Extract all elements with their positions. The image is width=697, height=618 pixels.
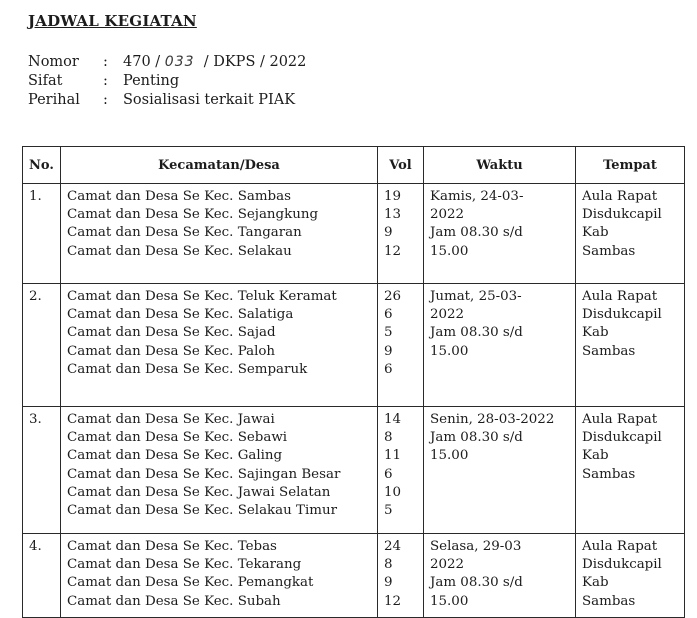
kecamatan-line: Camat dan Desa Se Kec. Semparuk [67, 361, 308, 377]
cell-kecamatan [61, 284, 378, 407]
vol-line: 6 [384, 466, 393, 482]
cell-kecamatan [61, 534, 378, 618]
tempat-line: Aula Rapat [582, 189, 658, 204]
vol-line: 6 [384, 307, 393, 323]
kecamatan-line: Camat dan Desa Se Kec. Sejangkung [67, 207, 319, 223]
cell-kecamatan [61, 184, 378, 284]
cell-tempat [576, 284, 685, 407]
tempat-line: Disdukcapil [582, 207, 662, 223]
tempat-line: Kab [582, 575, 609, 591]
letter-meta [28, 53, 306, 110]
waktu-line: 2022 [430, 307, 465, 323]
vol-line: 12 [384, 593, 402, 609]
cell-no: 2. [23, 284, 61, 407]
tempat-line: Aula Rapat [582, 412, 658, 427]
waktu-line: Jam 08.30 s/d [430, 575, 523, 591]
table-row [23, 534, 685, 618]
table-header-row [23, 147, 685, 184]
kecamatan-line: Camat dan Desa Se Kec. Sajad [67, 325, 276, 341]
waktu-line: Jam 08.30 s/d [430, 325, 523, 341]
kecamatan-line: Camat dan Desa Se Kec. Selakau [67, 243, 292, 259]
kecamatan-line: Camat dan Desa Se Kec. Pemangkat [67, 575, 314, 591]
vol-line: 11 [384, 448, 402, 464]
waktu-line: Jumat, 25-03- [430, 289, 522, 304]
kecamatan-line: Camat dan Desa Se Kec. Sajingan Besar [67, 466, 341, 482]
waktu-line: 15.00 [430, 243, 469, 259]
tempat-line: Sambas [582, 243, 636, 259]
tempat-line: Kab [582, 448, 609, 464]
tempat-line: Disdukcapil [582, 430, 662, 446]
vol-line: 26 [384, 289, 402, 304]
tempat-line: Kab [582, 225, 609, 241]
cell-waktu [424, 184, 576, 284]
waktu-line: Jam 08.30 s/d [430, 225, 523, 241]
cell-kecamatan [61, 407, 378, 534]
document-title: JADWAL KEGIATAN [28, 12, 197, 30]
waktu-line: 2022 [430, 557, 465, 573]
tempat-line: Kab [582, 325, 609, 341]
meta-nomor-prefix: 470 / [123, 54, 161, 70]
meta-sifat-colon: : [103, 73, 108, 89]
kecamatan-line: Camat dan Desa Se Kec. Sebawi [67, 430, 288, 446]
vol-line: 8 [384, 430, 393, 446]
waktu-line: Selasa, 29-03 [430, 539, 522, 554]
meta-nomor-suffix: / DKPS / 2022 [203, 54, 307, 70]
table-body [23, 184, 685, 618]
vol-line: 13 [384, 207, 402, 223]
meta-sifat-value: Penting [123, 73, 180, 89]
table-row [23, 284, 685, 407]
waktu-line: 15.00 [430, 593, 469, 609]
vol-line: 10 [384, 484, 402, 500]
tempat-line: Sambas [582, 343, 636, 359]
kecamatan-line: Camat dan Desa Se Kec. Tekarang [67, 557, 302, 573]
meta-nomor [28, 53, 306, 72]
vol-line: 5 [384, 325, 393, 341]
tempat-line: Aula Rapat [582, 289, 658, 304]
cell-no: 3. [23, 407, 61, 534]
kecamatan-line: Camat dan Desa Se Kec. Jawai Selatan [67, 484, 331, 500]
kecamatan-line: Camat dan Desa Se Kec. Salatiga [67, 307, 294, 323]
vol-line: 9 [384, 225, 393, 241]
meta-sifat [28, 72, 306, 91]
meta-sifat-label: Sifat [28, 73, 63, 89]
header-kecamatan: Kecamatan/Desa [61, 147, 378, 184]
meta-perihal-value: Sosialisasi terkait PIAK [123, 92, 296, 108]
vol-line: 5 [384, 502, 393, 518]
meta-perihal [28, 91, 306, 110]
cell-no: 4. [23, 534, 61, 618]
vol-line: 6 [384, 361, 393, 377]
cell-waktu [424, 407, 576, 534]
cell-tempat [576, 534, 685, 618]
waktu-line: 15.00 [430, 343, 469, 359]
cell-no: 1. [23, 184, 61, 284]
tempat-line: Disdukcapil [582, 307, 662, 323]
kecamatan-line: Camat dan Desa Se Kec. Galing [67, 448, 283, 464]
meta-nomor-label: Nomor [28, 54, 79, 70]
vol-line: 9 [384, 575, 393, 591]
meta-perihal-label: Perihal [28, 92, 80, 108]
tempat-line: Sambas [582, 593, 636, 609]
cell-vol [378, 184, 424, 284]
cell-vol [378, 534, 424, 618]
cell-waktu [424, 534, 576, 618]
meta-nomor-colon: : [103, 54, 108, 70]
cell-vol [378, 407, 424, 534]
kecamatan-line: Camat dan Desa Se Kec. Subah [67, 593, 281, 609]
schedule-table [22, 146, 685, 618]
table-row [23, 407, 685, 534]
header-tempat: Tempat [576, 147, 685, 184]
header-vol: Vol [378, 147, 424, 184]
vol-line: 24 [384, 539, 402, 554]
meta-nomor-handwritten: 033 [164, 54, 195, 70]
kecamatan-line: Camat dan Desa Se Kec. Paloh [67, 343, 276, 359]
tempat-line: Aula Rapat [582, 539, 658, 554]
tempat-line: Disdukcapil [582, 557, 662, 573]
kecamatan-line: Camat dan Desa Se Kec. Selakau Timur [67, 502, 337, 518]
kecamatan-line: Camat dan Desa Se Kec. Tebas [67, 539, 277, 554]
kecamatan-line: Camat dan Desa Se Kec. Tangaran [67, 225, 302, 241]
header-waktu: Waktu [424, 147, 576, 184]
cell-tempat [576, 184, 685, 284]
waktu-line: 2022 [430, 207, 465, 223]
cell-waktu [424, 284, 576, 407]
tempat-line: Sambas [582, 466, 636, 482]
vol-line: 19 [384, 189, 402, 204]
waktu-line: Senin, 28-03-2022 [430, 412, 555, 427]
waktu-line: Jam 08.30 s/d [430, 430, 523, 446]
vol-line: 14 [384, 412, 402, 427]
cell-vol [378, 284, 424, 407]
kecamatan-line: Camat dan Desa Se Kec. Teluk Keramat [67, 289, 337, 304]
cell-tempat [576, 407, 685, 534]
kecamatan-line: Camat dan Desa Se Kec. Jawai [67, 412, 275, 427]
vol-line: 9 [384, 343, 393, 359]
waktu-line: 15.00 [430, 448, 469, 464]
table-row [23, 184, 685, 284]
kecamatan-line: Camat dan Desa Se Kec. Sambas [67, 189, 291, 204]
meta-perihal-colon: : [103, 92, 108, 108]
vol-line: 12 [384, 243, 402, 259]
header-no: No. [23, 147, 61, 184]
waktu-line: Kamis, 24-03- [430, 189, 524, 204]
vol-line: 8 [384, 557, 393, 573]
